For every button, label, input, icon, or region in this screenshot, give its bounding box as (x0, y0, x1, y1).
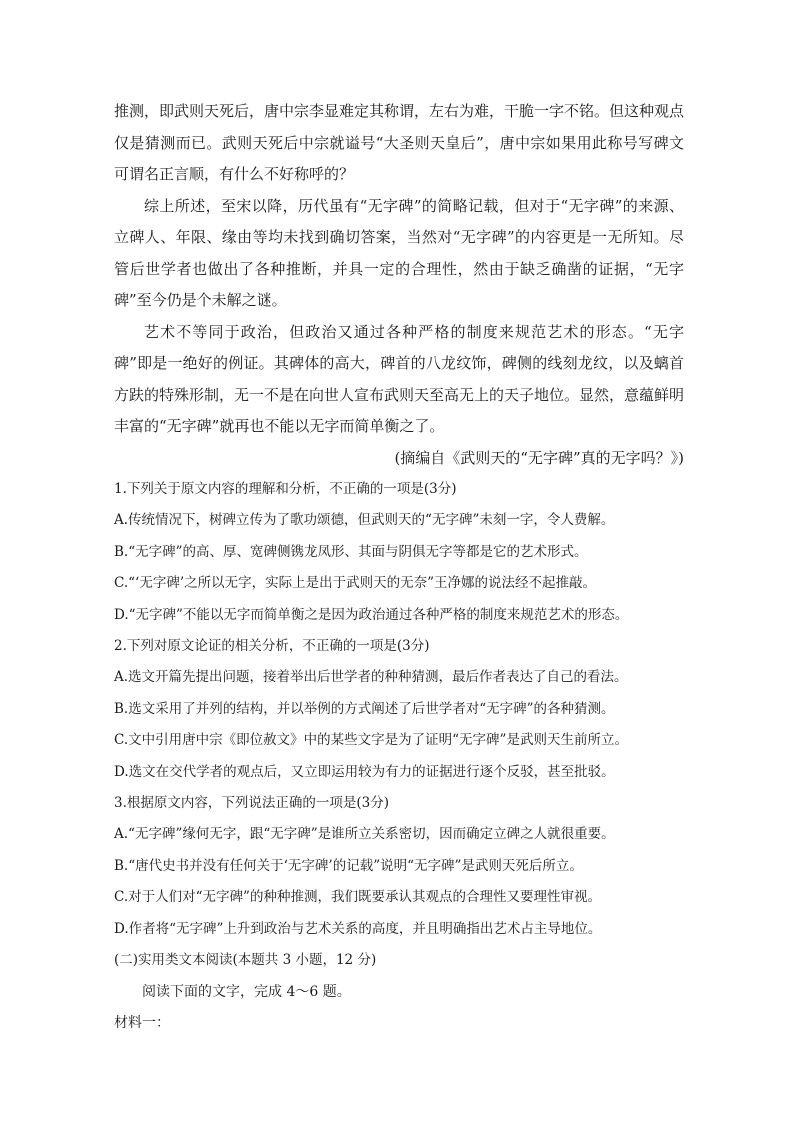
passage-paragraph-1: 推测，即武则天死后，唐中宗李显难定其称谓，左右为难，干脆一字不铭。但这种观点仅是猜测而已。武则天死后中宗就谥号“大圣则天皇后”，唐中宗如果用此称号写碑文可谓名正言顺，有什么不好称呼的？ (114, 102, 685, 183)
passage-source: (摘编自《武则天的“无字碑”真的无字吗？》) (394, 448, 684, 467)
question-option: C.对于人们对“无字碑”的种种推测，我们既要承认其观点的合理性又要理性审视。 (114, 889, 601, 905)
document-page (114, 96, 684, 1040)
question-option: D.“无字碑”不能以无字而简单衡之是因为政治通过各种严格的制度来规范艺术的形态。 (114, 606, 629, 623)
question-option: C.文中引用唐中宗《即位赦文》中的某些文字是为了证明“无字碑”是武则天生前所立。 (114, 732, 628, 748)
question-stem: 3.根据原文内容，下列说法正确的一项是(3分) (114, 795, 390, 811)
question-option: B.“唐代史书并没有任何关于‘无字碑’的记载”说明“无字碑”是武则天死后所立。 (114, 857, 583, 874)
question-3 (114, 788, 684, 945)
material-label: 材料一： (114, 1015, 170, 1031)
question-stem: 2.下列对原文论证的相关分析，不正确的一项是(3分) (114, 638, 430, 654)
question-option: B.“无字碑”的高、厚、宽碑侧镌龙凤形、其面与阴俱无字等都是它的艺术形式。 (114, 543, 588, 560)
question-option: A.传统情况下，树碑立传为了歌功颂德，但武则天的“无字碑”未刻一字，令人费解。 (114, 512, 615, 528)
question-2 (114, 631, 684, 788)
passage-paragraph-2: 综上所述，至宋以降，历代虽有“无字碑”的简略记载，但对于“无字碑”的来源、立碑人、年限、缘由等均未找到确切答案，当然对“无字碑”的内容更是一无所知。尽管后世学者也做出了各种推断，并具一定的合理性，然由于缺乏确凿的证据，“无字碑”至今仍是个未解之谜。 (114, 196, 684, 309)
question-option: C.“‘无字碑’之所以无字，实际上是出于武则天的无奈”王净娜的说法经不起推敲。 (114, 575, 597, 591)
question-option: A.“无字碑”缘何无字，跟“无字碑”是谁所立关系密切，因而确定立碑之人就很重要。 (114, 826, 615, 842)
question-1 (114, 474, 684, 631)
section-heading: (二)实用类文本阅读(本题共 3 小题，12 分) (114, 952, 377, 968)
section-instruction: 阅读下面的文字，完成 4～6 题。 (142, 983, 351, 1000)
question-stem: 1.下列关于原文内容的理解和分析，不正确的一项是(3分) (114, 481, 457, 497)
question-option: D.作者将“无字碑”上升到政治与艺术关系的高度，并且明确指出艺术占主导地位。 (114, 920, 602, 937)
question-option: A.选文开篇先提出问题，接着举出后世学者的种种猜测，最后作者表达了自己的看法。 (114, 669, 628, 685)
question-option: B.选文采用了并列的结构，并以举例的方式阐述了后世学者对“无字碑”的各种猜测。 (114, 700, 615, 717)
passage-paragraph-3: 艺术不等同于政治，但政治又通过各种严格的制度来规范艺术的形态。“无字碑”即是一绝好的例证。其碑体的高大，碑首的八龙纹饰，碑侧的线刻龙纹，以及螭首方趺的特殊形制，无一不是在向世人宣布武则天至高无上的天子地位。显然，意蕴鲜明丰富的“无字碑”就再也不能以无字而简单衡之了。 (114, 322, 685, 435)
question-option: D.选文在交代学者的观点后，又立即运用较为有力的证据进行逐个反驳，甚至批驳。 (114, 763, 615, 780)
